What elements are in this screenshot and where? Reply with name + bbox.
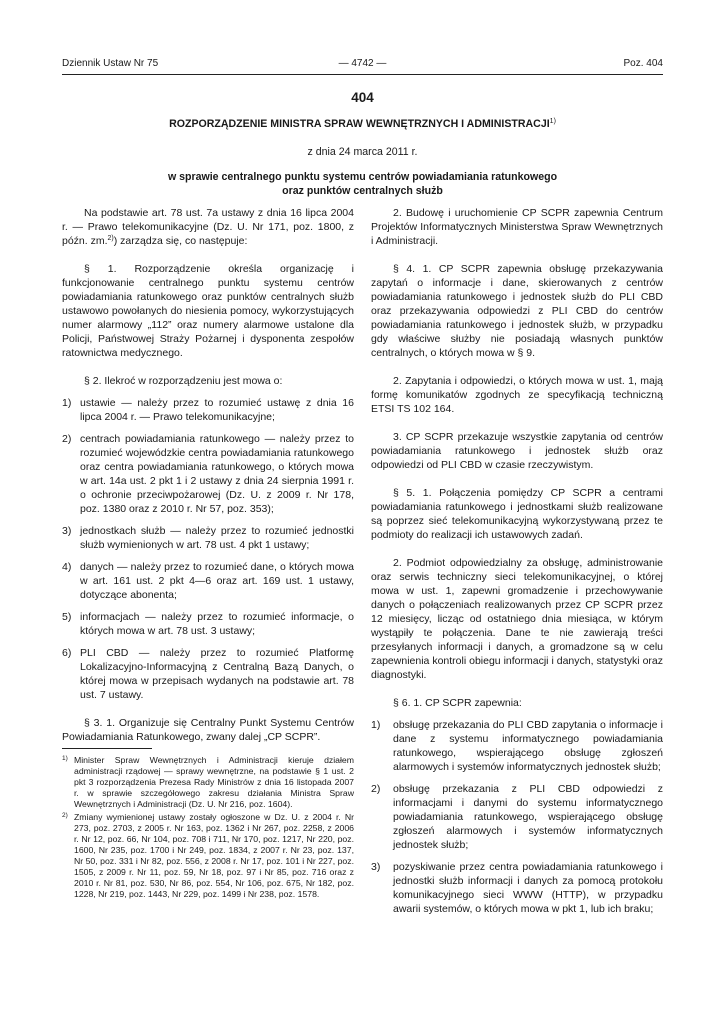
section-5-paragraph-1: § 5. 1. Połączenia pomiędzy CP SCPR a centrami powiadamiania ratunkowego i jednostkami służb realizowane są poprzez sieć telekomunikacyjną wykorzystywaną przez te podmioty do realizacji ich ustawowych zadań. bbox=[371, 487, 663, 541]
definition-text: informacjach — należy przez to rozumieć informacje, o których mowa w art. 78 ust. 3 ustawy; bbox=[80, 611, 354, 637]
obligation-text: pozyskiwanie przez centra powiadamiania ratunkowego i jednostki służb informacji i danych za pomocą protokołu komunikacyjnego sieci WWW (HTTP), w przypadku awarii systemów, o których mowa w pkt 1, lub ich braku; bbox=[393, 861, 663, 915]
definition-item bbox=[62, 646, 354, 702]
footnote-rule bbox=[62, 748, 152, 749]
preamble-footnote-ref[interactable]: 2) bbox=[107, 235, 114, 242]
position-number: Poz. 404 bbox=[623, 58, 663, 69]
definition-item bbox=[62, 432, 354, 516]
section-4-paragraph-1: § 4. 1. CP SCPR zapewnia obsługę przekazywania zapytań o informacje i dane, skierowanych z centrów powiadamiania ratunkowego i jednostek służb do PLI CBD oraz przekazywania odpowiedzi z PLI CBD do centrów powiadamiania ratunkowego i jednostek służb, w przypadku gdy właściwe służby nie posiadają własnych punktów centralnych, o których mowa w § 9. bbox=[371, 263, 663, 359]
preamble bbox=[62, 206, 354, 248]
title-footnote-ref[interactable]: 1) bbox=[549, 118, 556, 125]
section-2: § 2. Ilekroć w rozporządzeniu jest mowa o: bbox=[84, 375, 283, 387]
definition-text: centrach powiadamiania ratunkowego — należy przez to rozumieć wojewódzkie centra powiadamiania ratunkowego oraz centra powiadamiania ratunkowego, o których mowa w art. 14a ust. 2 pkt 1 i 2 ustawy z dnia 24 sierpnia 1991 r. o ochronie przeciwpożarowej (Dz. U. z 2009 r. Nr 178, poz. 1380 oraz z 2010 r. Nr 57, poz. 353); bbox=[80, 433, 354, 515]
section-5-paragraph-2: 2. Podmiot odpowiedzialny za obsługę, administrowanie oraz serwis techniczny sieci telekomunikacyjnej, o której mowa w ust. 1, zapewni gromadzenie i przechowywanie danych o połączeniach realizowanych przez CP SCPR przez 12 miesięcy, licząc od ostatniego dnia miesiąca, w którym wystąpiły te połączenia. Dane te nie zawierają treści przesyłanych informacji i danych, a gromadzone są w celu zapewnienia kontroli obiegu informacji i danych, statystyki oraz diagnostyki. bbox=[371, 557, 663, 681]
section-3-paragraph-2: 2. Budowę i uruchomienie CP SCPR zapewnia Centrum Projektów Informatycznych Ministerstwa Spraw Wewnętrznych i Administracji. bbox=[371, 207, 663, 247]
preamble-text-a: Na podstawie art. 78 ust. 7a ustawy z dnia 16 lipca 2004 r. — Prawo telekomunikacyjne (Dz. U. Nr 171, poz. 1800, z późn. zm. bbox=[62, 207, 354, 247]
header-rule bbox=[62, 74, 663, 75]
footnote-text: Zmiany wymienionej ustawy zostały ogłoszone w Dz. U. z 2004 r. Nr 273, poz. 2703, z 2005 r. Nr 163, poz. 1362 i Nr 267, poz. 2258, z 2006 r. Nr 12, poz. 66, Nr 104, poz. 708 i 711, Nr 170, poz. 1217, Nr 220, poz. 1600, Nr 235, poz. 1700 i Nr 249, poz. 1834, z 2007 r. Nr 23, poz. 137, Nr 50, poz. 331 i Nr 82, poz. 556, z 2008 r. Nr 17, poz. 101 i Nr 227, poz. 1505, z 2009 r. Nr 11, poz. 59, Nr 18, poz. 97 i Nr 85, poz. 716 oraz z 2010 r. Nr 81, poz. 530, Nr 86, poz. 554, Nr 106, poz. 675, Nr 182, poz. 1228, Nr 219, poz. 1443, Nr 229, poz. 1499 i Nr 238, poz. 1578. bbox=[74, 812, 354, 899]
definition-text: ustawie — należy przez to rozumieć ustawę z dnia 16 lipca 2004 r. — Prawo telekomunikacyjne; bbox=[80, 397, 354, 423]
document-date: z dnia 24 marca 2011 r. bbox=[307, 146, 418, 158]
obligation-item bbox=[371, 718, 663, 774]
footnote-number: 1) bbox=[62, 755, 68, 762]
definition-number: 1) bbox=[62, 397, 72, 409]
document-title-text: ROZPORZĄDZENIE MINISTRA SPRAW WEWNĘTRZNYCH I ADMINISTRACJI bbox=[169, 118, 550, 130]
journal-name: Dziennik Ustaw Nr 75 bbox=[62, 58, 159, 69]
subject-line-2: oraz punktów centralnych służb bbox=[282, 185, 443, 197]
footnote bbox=[62, 755, 354, 810]
definition-item bbox=[62, 560, 354, 602]
definition-text: PLI CBD — należy przez to rozumieć Platformę Lokalizacyjno-Informacyjną z Centralną Bazą Danych, o której mowa w przepisach wydanych na podstawie art. 78 ust. 7 ustawy. bbox=[80, 647, 354, 701]
section-6-paragraph-1: § 6. 1. CP SCPR zapewnia: bbox=[393, 697, 522, 709]
subject-line-1: w sprawie centralnego punktu systemu centrów powiadamiania ratunkowego bbox=[167, 171, 558, 183]
footnote-number: 2) bbox=[62, 812, 68, 819]
running-head bbox=[62, 58, 663, 70]
section-1: § 1. Rozporządzenie określa organizację i funkcjonowanie centralnego punktu systemu centrów powiadamiania ratunkowego oraz punktów centralnych służb ustawowo powołanych do niesienia pomocy, wykorzystujących numer alarmowy „112” oraz numery alarmowe ustalone dla Policji, Państwowej Straży Pożarnej i dysponenta zespołów ratownictwa medycznego. bbox=[62, 263, 354, 359]
obligation-item bbox=[371, 782, 663, 852]
definition-item bbox=[62, 396, 354, 424]
right-column bbox=[371, 206, 663, 924]
obligation-text: obsługę przekazania do PLI CBD zapytania o informacje i dane z systemu informatycznego powiadamiania ratunkowego, wspierającego obsługę zgłoszeń alarmowych i systemów informatycznych jednostek służb; bbox=[393, 719, 663, 773]
definition-number: 5) bbox=[62, 611, 72, 623]
page-number: — 4742 — bbox=[338, 58, 387, 69]
obligation-text: obsługę przekazania z PLI CBD odpowiedzi z informacjami i danymi do systemu informatycznego powiadamiania ratunkowego, wspierającego obsługę zgłoszeń alarmowych i systemów informatycznych jednostek służb; bbox=[393, 783, 663, 851]
document-subject bbox=[0, 170, 725, 198]
section-4-paragraph-2: 2. Zapytania i odpowiedzi, o których mowa w ust. 1, mają formę komunikatów zgodnych ze specyfikacją techniczną ETSI TS 102 164. bbox=[371, 375, 663, 415]
obligation-number: 3) bbox=[371, 861, 381, 873]
definition-number: 2) bbox=[62, 433, 72, 445]
definition-number: 3) bbox=[62, 525, 72, 537]
definition-item bbox=[62, 610, 354, 638]
obligation-number: 1) bbox=[371, 719, 381, 731]
definition-text: jednostkach służb — należy przez to rozumieć jednostki służb wymienionych w art. 78 ust. 4 pkt 1 ustawy; bbox=[80, 525, 354, 551]
left-column bbox=[62, 206, 354, 902]
preamble-text-b: ) zarządza się, co następuje: bbox=[113, 235, 248, 247]
document-number: 404 bbox=[351, 90, 374, 105]
obligation-number: 2) bbox=[371, 783, 381, 795]
section-4-paragraph-3: 3. CP SCPR przekazuje wszystkie zapytania od centrów powiadamiania ratunkowego i jednostek służb oraz odpowiedzi od PLI CBD w czasie rzeczywistym. bbox=[371, 431, 663, 471]
definition-number: 6) bbox=[62, 647, 72, 659]
footnote-text: Minister Spraw Wewnętrznych i Administracji kieruje działem administracji rządowej — sprawy wewnętrzne, na podstawie § 1 ust. 2 pkt 3 rozporządzenia Prezesa Rady Ministrów z dnia 16 listopada 2007 r. w sprawie szczegółowego zakresu działania Ministra Spraw Wewnętrznych i Administracji (Dz. U. Nr 216, poz. 1604). bbox=[74, 755, 354, 809]
definition-item bbox=[62, 524, 354, 552]
document-title bbox=[0, 118, 725, 131]
definition-number: 4) bbox=[62, 561, 72, 573]
obligation-item bbox=[371, 860, 663, 916]
footnote bbox=[62, 812, 354, 900]
section-3: § 3. 1. Organizuje się Centralny Punkt Systemu Centrów Powiadamiania Ratunkowego, zwany dalej „CP SCPR”. bbox=[62, 717, 354, 743]
definition-text: danych — należy przez to rozumieć dane, o których mowa w art. 161 ust. 2 pkt 4—6 oraz art. 169 ust. 1 ustawy, dotyczące abonenta; bbox=[80, 561, 354, 601]
